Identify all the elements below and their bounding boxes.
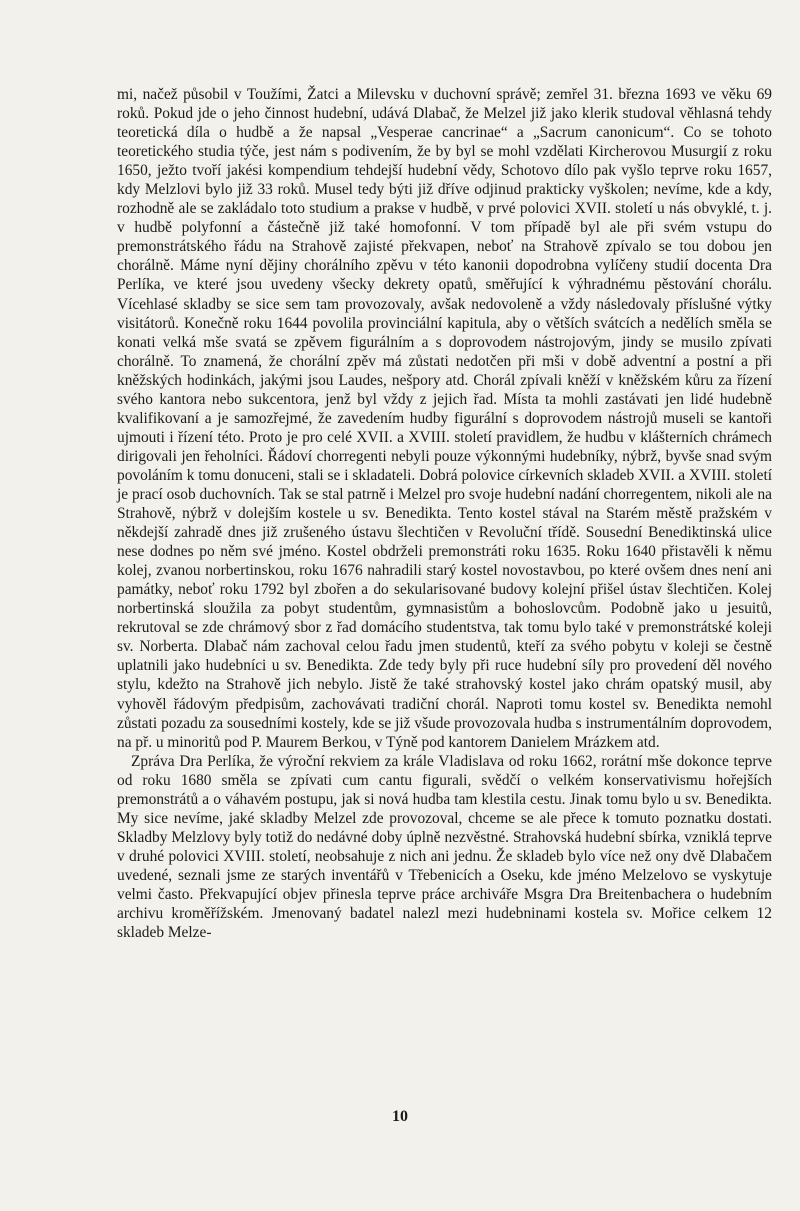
page-number: 10: [392, 1108, 408, 1125]
paragraph: Zpráva Dra Perlíka, že výroční rekviem za krále Vladislava od roku 1662, rorátní mše dokonce teprve od roku 1680 směla se zpívati cum cantu figurali, svědčí o velkém konservativismu hořejších premonstrátů a o váhavém postupu, jak si nová hudba tam klestila cestu. Jinak tomu bylo u sv. Benedikta. My sice nevíme, jaké skladby Melzel zde provozoval, chceme se ale přece k tomuto poznatku dostati. Skladby Melzlovy byly totiž do nedávné doby úplně nezvěstné. Strahovská hudební sbírka, vzniklá teprve v druhé polovici XVIII. století, neobsahuje z nich ani jednu. Že skladeb bylo více než ony dvě Dlabačem uvedené, seznali jsme ze starých inventářů v Třebenicích a Oseku, kde jméno Melzelovo se vyskytuje velmi často. Překvapující objev přinesla teprve práce archiváře Msgra Dra Breitenbachera o hudebním archivu kroměřížském. Jmenovaný badatel nalezl mezi hudebninami kostela sv. Mořice celkem 12 skladeb Melze-: [117, 752, 772, 942]
body-text: [117, 85, 772, 942]
paragraph: mi, načež působil v Toužími, Žatci a Milevsku v duchovní správě; zemřel 31. března 1693 ve věku 69 roků. Pokud jde o jeho činnost hudební, udává Dlabač, že Melzel již jako klerik studoval věhlasná tehdy teoretická díla o hudbě a že napsal „Vesperae cancrinae“ a „Sacrum canonicum“. Co se tohoto teoretického studia týče, jest nám s podivením, že by byl se mohl vzdělati Kircherovou Musurgií z roku 1650, ježto tvoří jakési kompendium tehdejší hudební vědy, Schotovo dílo pak vyšlo teprve roku 1657, kdy Melzlovi bylo již 33 roků. Musel tedy býti již dříve odjinud prakticky vyškolen; nevíme, kde a kdy, rozhodně ale se zakládalo toto studium a prakse v hudbě, v prvé polovici XVII. století u nás obvyklé, t. j. v hudbě polyfonní a částečně již také homofonní. V tom případě byl ale při svém vstupu do premonstrátského řádu na Strahově zajisté překvapen, neboť na Strahově zpívalo se tou dobou jen chorálně. Máme nyní dějiny chorálního zpěvu v této kanonii dopodrobna vylíčeny studií docenta Dra Perlíka, ve které jsou uvedeny všecky dekrety opatů, směřující k výhradnému pěstování chorálu. Vícehlasé skladby se sice sem tam provozovaly, avšak nedovoleně a vždy následovaly příslušné výtky visitátorů. Konečně roku 1644 povolila provinciální kapitula, aby o větších svátcích a nedělích směla se konati velká mše svatá se zpěvem figurálním a s doprovodem nástrojovým, jindy se musilo zpívati chorálně. To znamená, že chorální zpěv má zůstati nedotčen při mši v době adventní a postní a při kněžských hodinkách, jakými jsou Laudes, nešpory atd. Chorál zpívali kněží v kněžském kůru za řízení svého kantora nebo sukcentora, jenž byl vždy z jejich řad. Místa ta mohli zastávati jen lidé hudebně kvalifikovaní a je samozřejmé, že zavedením hudby figurální s doprovodem nástrojů museli se kantoři ujmouti i řízení této. Proto je pro celé XVII. a XVIII. století pravidlem, že hudbu v klášterních chrámech dirigovali jen řeholníci. Řádoví chorregenti nebyli pouze výkonnými hudebníky, nýbrž, byvše snad svým povoláním k tomu donuceni, stali se i skladateli. Dobrá polovice církevních skladeb XVII. a XVIII. století je prací osob duchovních. Tak se stal patrně i Melzel pro svoje hudební nadání chorregentem, nikoli ale na Strahově, nýbrž v dolejším kostele u sv. Benedikta. Tento kostel stával na Starém městě pražském v někdejší zahradě dnes již zrušeného ústavu šlechtičen v Revoluční třídě. Sousední Benediktinská ulice nese dodnes po něm své jméno. Kostel obdrželi premonstráti roku 1635. Roku 1640 přistavěli k němu kolej, zvanou norbertinskou, roku 1676 nahradili starý kostel novostavbou, po které ovšem dnes není ani památky, neboť roku 1792 byl zbořen a do sekularisované budovy kolejní přišel ústav šlechtičen. Kolej norbertinská sloužila za pobyt studentům, gymnasistům a bohoslovcům. Podobně jako u jesuitů, rekrutoval se zde chrámový sbor z řad domácího studentstva, tak tomu bylo také v premonstrátské koleji sv. Norberta. Dlabač nám zachoval celou řadu jmen studentů, kteří za svého pobytu v koleji se čestně uplatnili jako hudebníci u sv. Benedikta. Zde tedy byly při ruce hudební síly pro provedení děl nového stylu, kdežto na Strahově jich nebylo. Jistě že také strahovský kostel jako chrám opatský musil, aby vyhověl řádovým předpisům, zachovávati tradiční chorál. Naproti tomu kostel sv. Benedikta nemohl zůstati pozadu za sousedními kostely, kde se již všude provozovala hudba s instrumentálním doprovodem, na př. u minoritů pod P. Maurem Berkou, v Týně pod kantorem Danielem Mrázkem atd.: [117, 86, 772, 751]
